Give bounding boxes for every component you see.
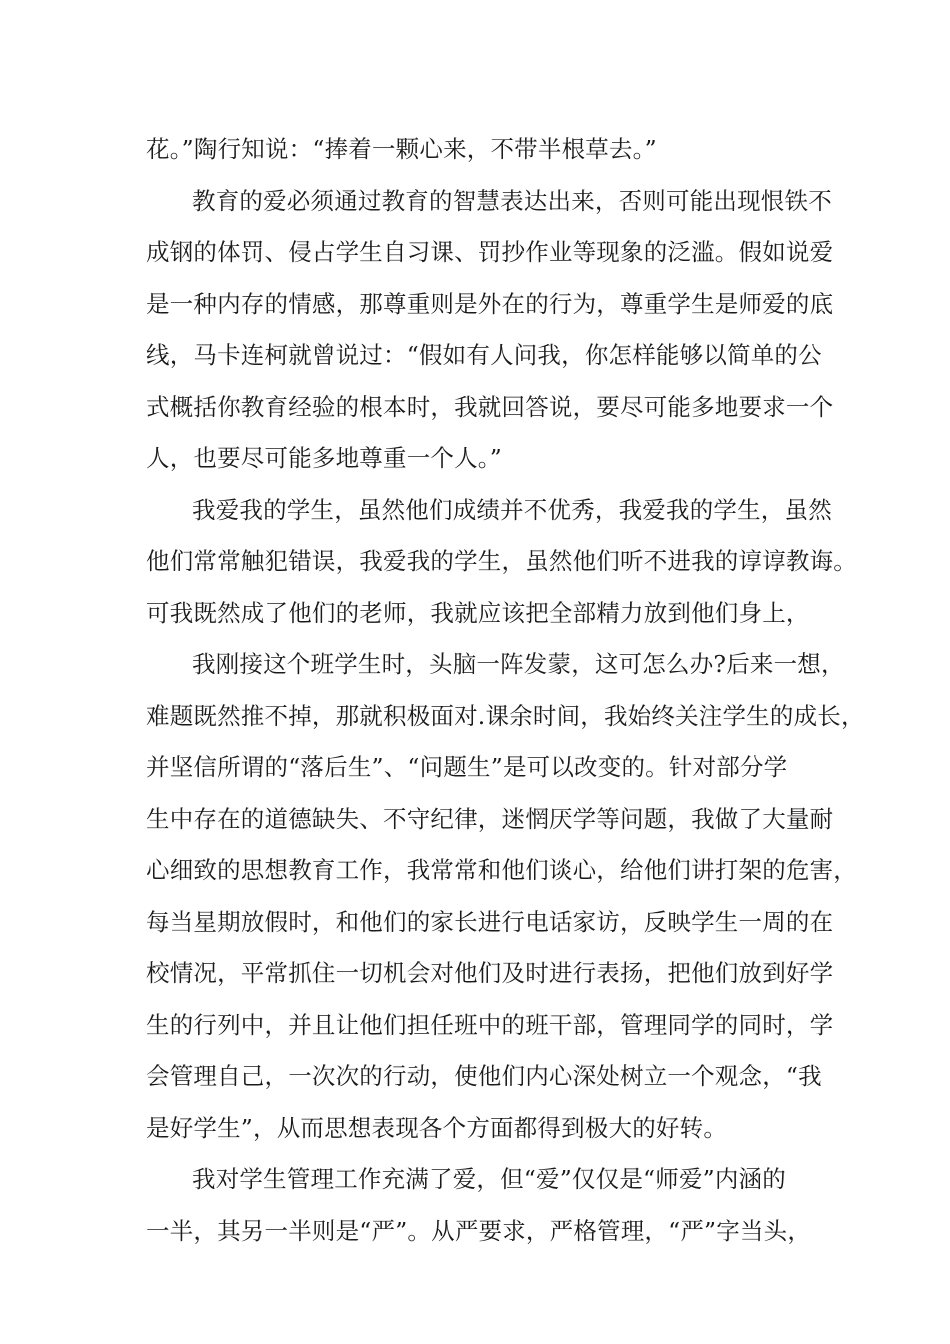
text-line-10: 可我既然成了他们的老师，我就应该把全部精力放到他们身上， bbox=[146, 599, 810, 627]
text-line-22: 一半，其另一半则是“严”。从严要求，严格管理，“严”字当头， bbox=[146, 1217, 812, 1245]
text-line-8: 我爱我的学生，虽然他们成绩并不优秀，我爱我的学生，虽然 bbox=[192, 496, 832, 524]
text-line-21: 我对学生管理工作充满了爱，但“爱”仅仅是“师爱”内涵的 bbox=[192, 1165, 786, 1193]
text-line-11: 我刚接这个班学生时，头脑一阵发蒙，这可怎么办?后来一想， bbox=[192, 650, 845, 678]
text-line-2: 教育的爱必须通过教育的智慧表达出来，否则可能出现恨铁不 bbox=[192, 187, 832, 215]
text-line-1: 花。”陶行知说：“捧着一颗心来，不带半根草去。” bbox=[146, 135, 657, 163]
text-line-9: 他们常常触犯错误，我爱我的学生，虽然他们听不进我的谆谆教诲。 bbox=[146, 547, 857, 575]
text-line-13: 并坚信所谓的“落后生”、“问题生”是可以改变的。针对部分学 bbox=[146, 753, 788, 781]
text-line-7: 人，也要尽可能多地尊重一个人。” bbox=[146, 444, 502, 472]
text-line-18: 生的行列中，并且让他们担任班中的班干部，管理同学的同时，学 bbox=[146, 1011, 834, 1039]
text-line-3: 成钢的体罚、侵占学生自习课、罚抄作业等现象的泛滥。假如说爱 bbox=[146, 238, 834, 266]
text-line-5: 线，马卡连柯就曾说过：“假如有人问我，你怎样能够以简单的公 bbox=[146, 341, 822, 369]
text-line-20: 是好学生”，从而思想表现各个方面都得到极大的好转。 bbox=[146, 1114, 728, 1142]
text-line-4: 是一种内存的情感，那尊重则是外在的行为，尊重学生是师爱的底 bbox=[146, 290, 834, 318]
text-line-6: 式概括你教育经验的根本时，我就回答说，要尽可能多地要求一个 bbox=[146, 393, 834, 421]
text-line-14: 生中存在的道德缺失、不守纪律，迷惘厌学等问题，我做了大量耐 bbox=[146, 805, 834, 833]
text-line-12: 难题既然推不掉，那就积极面对.课余时间，我始终关注学生的成长， bbox=[146, 702, 865, 730]
text-line-17: 校情况，平常抓住一切机会对他们及时进行表扬，把他们放到好学 bbox=[146, 959, 834, 987]
text-line-16: 每当星期放假时，和他们的家长进行电话家访，反映学生一周的在 bbox=[146, 908, 834, 936]
text-line-19: 会管理自己，一次次的行动，使他们内心深处树立一个观念，“我 bbox=[146, 1062, 822, 1090]
text-line-15: 心细致的思想教育工作，我常常和他们谈心，给他们讲打架的危害， bbox=[146, 856, 857, 884]
